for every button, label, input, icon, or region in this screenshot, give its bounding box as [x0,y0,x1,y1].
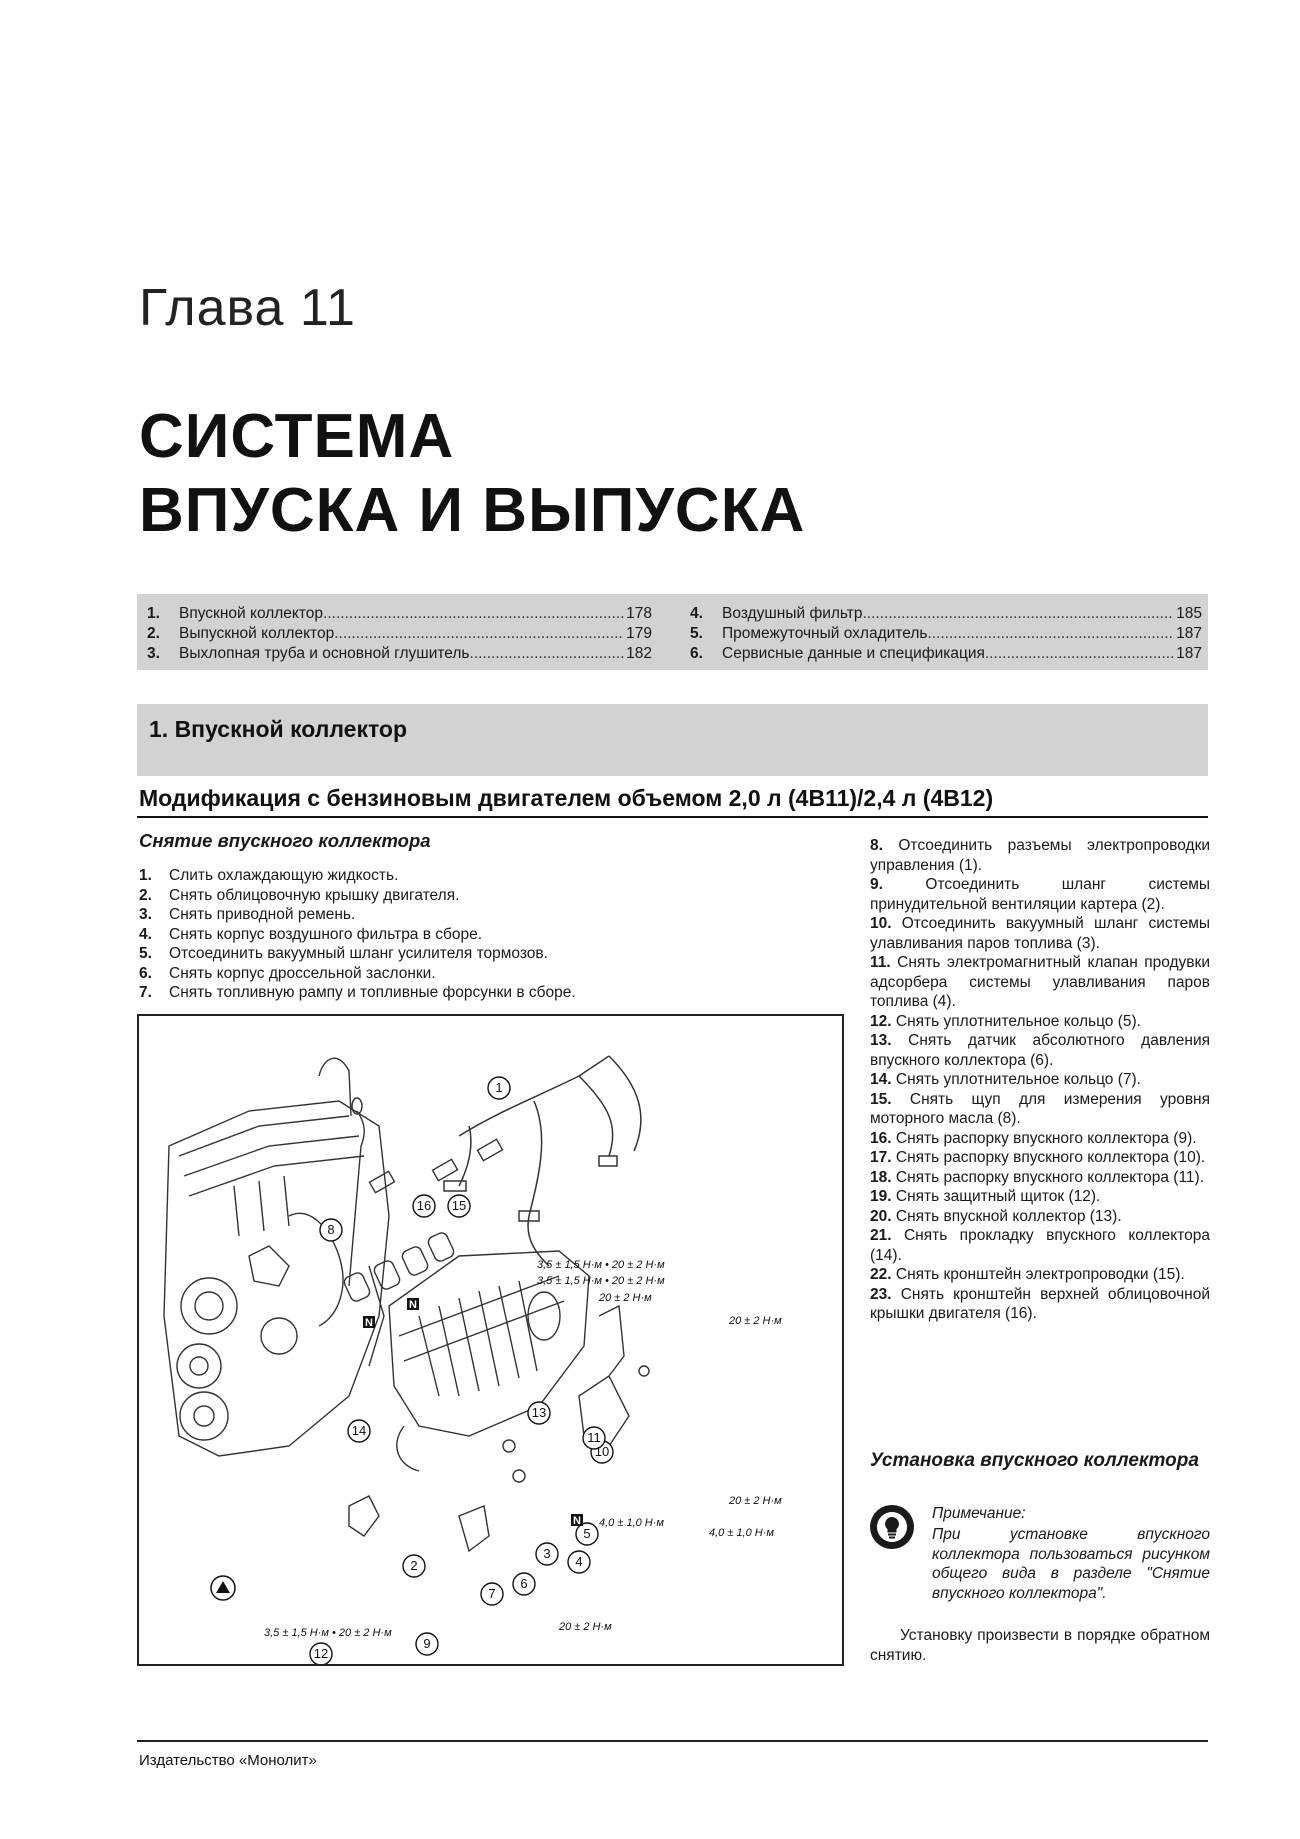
step-text: Отсоединить шланг системы принудительной вентиляции картера (2). [870,876,1210,913]
toc-entry-title: Выхлопная труба и основной глушитель [179,645,470,662]
n-marker: N [573,1515,581,1527]
section-heading: 1. Впускной коллектор [149,716,408,742]
step-text: Снять впускной коллектор (13). [895,1207,1122,1225]
step-text: Снять приводной ремень. [169,906,356,923]
torque-label: 4,0 ± 1,0 Н·м [599,1517,664,1529]
callout-16: 16 [416,1198,432,1213]
step-text: Отсоединить разъемы электропроводки управления (1). [870,837,1211,874]
procedure-step [870,875,1210,914]
toc-entry[interactable] [147,624,652,644]
toc-entry-title: Сервисные данные и спецификация [722,645,985,662]
subsection-divider [137,816,1208,818]
step-text: Снять защитный щиток (12). [895,1188,1101,1205]
step-text: Снять кронштейн верхней облицовочной крышки двигателя (16). [870,1285,1210,1322]
callout-6: 6 [520,1576,528,1591]
toc-entry-page: 179 [626,625,652,642]
procedure-step [870,1070,1210,1090]
step-text: Снять датчик абсолютного давления впускного коллектора (6). [870,1032,1210,1069]
callout-3: 3 [543,1546,551,1561]
toc-leader [323,604,624,624]
publisher-footer: Издательство «Монолит» [139,1752,317,1769]
toc-leader [927,624,1174,644]
step-text: Отсоединить вакуумный шланг системы улавливания паров топлива (3). [870,915,1210,952]
toc-entry-number: 3. [147,645,160,662]
toc-leader [985,644,1174,664]
n-marker: N [409,1299,417,1311]
removal-procedure-title: Снятие впускного коллектора [139,830,431,851]
installation-text: Установку произвести в порядке обратном снятию. [870,1627,1210,1664]
procedure-step [870,1031,1210,1070]
step-number: 22. [870,1266,892,1283]
procedure-step [139,925,839,945]
step-text: Снять распорку впускного коллектора (10). [895,1149,1206,1166]
step-number: 13. [870,1032,892,1049]
procedure-step [870,1226,1210,1265]
callout-13: 13 [531,1405,547,1420]
publisher-logo [211,1576,235,1600]
callout-2: 2 [410,1558,418,1573]
callout-7: 7 [488,1586,496,1601]
procedure-step [870,1148,1210,1168]
toc-entry-page: 185 [1176,605,1202,622]
procedure-step [870,1207,1210,1227]
toc-column-left [147,604,652,664]
chapter-number: Глава 11 [139,279,356,337]
engine-block-drawing [164,1058,389,1456]
footer-divider [137,1740,1208,1742]
step-number: 8. [870,837,883,854]
intake-manifold-exploded-diagram [137,1014,844,1666]
step-number: 5. [139,945,152,962]
toc-entry-page: 187 [1176,625,1202,642]
step-number: 3. [139,906,152,923]
chapter-title-line-2: ВПУСКА И ВЫПУСКА [139,476,806,545]
step-text: Снять корпус дроссельной заслонки. [169,964,436,982]
toc-entry-page: 182 [626,645,652,662]
procedure-step [870,1285,1210,1324]
toc-column-right [690,604,1202,664]
callout-14: 14 [351,1423,367,1438]
step-number: 7. [139,984,152,1001]
step-number: 11. [870,954,891,971]
step-number: 4. [139,925,152,943]
procedure-step [870,1168,1210,1188]
callout-1: 1 [495,1080,503,1095]
procedure-step [870,953,1210,1012]
callout-15: 15 [451,1198,467,1213]
callout-9: 9 [423,1636,431,1651]
torque-label: 4,0 ± 1,0 Н·м [709,1527,774,1539]
procedure-step [870,1129,1210,1149]
procedure-step [870,1265,1210,1285]
procedure-step [139,866,839,886]
step-text: Снять щуп для измерения уровня моторного масла (8). [870,1090,1211,1127]
step-number: 6. [139,964,152,982]
removal-steps-left [139,866,839,1003]
step-number: 9. [870,876,883,893]
toc-entry-number: 5. [690,625,703,642]
step-text: Снять кронштейн электропроводки (15). [895,1266,1185,1283]
toc-entry[interactable] [690,624,1202,644]
chapter-title-line-1: СИСТЕМА [139,402,455,471]
toc-entry[interactable] [147,644,652,664]
step-number: 18. [870,1168,892,1186]
toc-entry-title: Выпускной коллектор [179,625,335,642]
toc-entry-number: 4. [690,605,703,622]
procedure-step [870,1187,1210,1207]
step-number: 21. [870,1227,892,1244]
step-number: 15. [870,1090,892,1108]
procedure-step [870,914,1210,953]
toc-entry[interactable] [147,604,652,624]
step-number: 19. [870,1188,892,1205]
lightbulb-icon [870,1505,914,1549]
step-number: 14. [870,1071,892,1088]
toc-entry-page: 178 [626,605,652,622]
step-number: 2. [139,886,152,904]
procedure-step [139,983,839,1003]
subsection-heading: Модификация с бензиновым двигателем объемом 2,0 л (4B11)/2,4 л (4B12) [139,785,994,811]
toc-entry-page: 187 [1176,645,1202,662]
procedure-step [870,836,1210,875]
dipstick-drawing [349,1098,364,1286]
toc-entry-title: Промежуточный охладитель [722,625,928,642]
torque-label: 20 ± 2 Н·м [729,1315,782,1327]
brackets-drawing [349,1306,649,1551]
procedure-step [139,905,839,925]
step-text: Слить охлаждающую жидкость. [169,867,399,884]
procedure-step [139,964,839,984]
section-heading-band [137,704,1208,776]
callout-4: 4 [575,1554,583,1569]
procedure-step [139,886,839,906]
step-number: 12. [870,1012,892,1030]
callout-5: 5 [583,1526,591,1541]
installation-title: Установка впускного коллектора [870,1450,1199,1471]
wiring-harness-drawing [444,1056,641,1266]
toc-entry[interactable] [690,604,1202,624]
step-text: Снять уплотнительное кольцо (7). [895,1071,1141,1088]
step-text: Снять распорку впускного коллектора (11). [895,1168,1205,1186]
note-label: Примечание: [932,1505,1026,1522]
callout-circles [310,1077,613,1664]
chapter-title [139,400,805,548]
step-number: 1. [139,867,152,884]
step-number: 16. [870,1129,892,1147]
n-marker: N [365,1317,373,1329]
toc-entry-title: Воздушный фильтр [722,605,863,622]
torque-label: 20 ± 2 Н·м [559,1621,612,1633]
step-number: 20. [870,1207,892,1225]
procedure-step [870,1090,1210,1129]
removal-steps-right [870,836,1210,1324]
gaskets-drawing [342,1139,502,1303]
toc-leader [334,624,624,644]
torque-label: 20 ± 2 Н·м [599,1292,652,1304]
callout-11: 11 [587,1430,601,1445]
procedure-step [870,1012,1210,1032]
toc-entry[interactable] [690,644,1202,664]
toc-entry-number: 1. [147,605,160,622]
torque-label: 3,5 ± 1,5 Н·м • 20 ± 2 Н·м [537,1259,665,1271]
callout-10: 10 [594,1444,610,1459]
table-of-contents [137,594,1208,670]
step-text: Снять топливную рампу и топливные форсунки в сборе. [169,984,576,1001]
toc-leader [862,604,1174,624]
torque-label: 3,5 ± 1,5 Н·м • 20 ± 2 Н·м [537,1275,665,1287]
step-text: Снять прокладку впускного коллектора (14). [870,1227,1211,1264]
toc-entry-number: 6. [690,645,703,662]
step-text: Снять электромагнитный клапан продувки адсорбера системы улавливания паров топлива (4). [870,954,1210,1010]
step-text: Отсоединить вакуумный шланг усилителя тормозов. [169,945,548,962]
toc-entry-title: Впускной коллектор [179,605,324,622]
toc-entry-number: 2. [147,625,160,642]
torque-label: 20 ± 2 Н·м [729,1495,782,1507]
step-number: 10. [870,915,892,932]
torque-label: 3,5 ± 1,5 Н·м • 20 ± 2 Н·м [264,1627,392,1639]
step-text: Снять корпус воздушного фильтра в сборе. [169,925,483,943]
callout-12: 12 [313,1646,329,1661]
callout-8: 8 [327,1222,335,1237]
step-text: Снять уплотнительное кольцо (5). [895,1012,1141,1030]
step-text: Снять облицовочную крышку двигателя. [169,886,460,904]
toc-leader [470,644,625,664]
step-number: 23. [870,1285,892,1303]
procedure-step [139,944,839,964]
step-number: 17. [870,1149,892,1166]
step-text: Снять распорку впускного коллектора (9). [895,1129,1197,1147]
note-text: При установке впускного коллектора пользоваться рисунком общего вида в разделе "Снятие впускного коллектора". [932,1526,1210,1602]
